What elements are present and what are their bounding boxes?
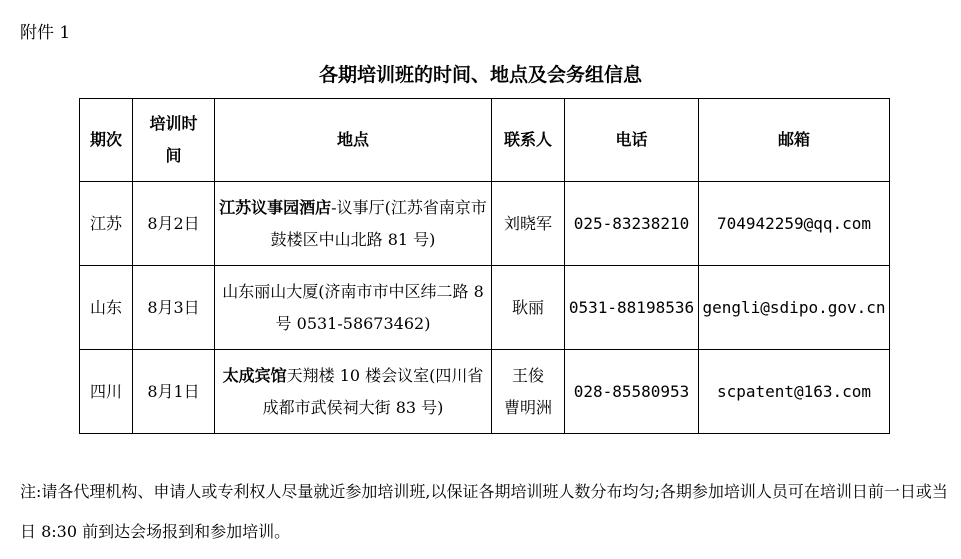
contact-name: 王俊 [511,365,544,385]
cell-email: scpatent@163.com [699,350,890,434]
cell-email: 704942259@qq.com [699,182,890,266]
cell-date: 8月2日 [133,182,215,266]
venue-detail: -议事厅(江苏省南京市鼓楼区中山北路 81 号) [270,197,487,249]
cell-contact [492,350,565,434]
table-row [80,266,890,350]
document-title: 各期培训班的时间、地点及会务组信息 [318,64,642,86]
annex-label: 附件 1 [20,23,71,43]
cell-period: 四川 [80,350,133,434]
cell-contact [492,266,565,350]
cell-email: gengli@sdipo.gov.cn [699,266,890,350]
header-period: 期次 [80,99,133,182]
header-location: 地点 [215,99,492,182]
header-date: 培训时间 [133,99,215,182]
header-contact: 联系人 [492,99,565,182]
cell-period: 山东 [80,266,133,350]
venue-detail: 山东丽山大厦(济南市市中区纬二路 8 号 0531-58673462) [222,281,484,333]
contact-name: 耿丽 [511,297,544,317]
contact-name: 曹明洲 [503,397,552,417]
venue-name: 太成宾馆 [222,365,287,385]
cell-date: 8月3日 [133,266,215,350]
table-row [80,350,890,434]
cell-phone: 0531-88198536 [565,266,699,350]
table-header-row [80,99,890,182]
cell-location [215,266,492,350]
table-row [80,182,890,266]
cell-location [215,182,492,266]
footnote: 注:请各代理机构、申请人或专利权人尽量就近参加培训班,以保证各期培训班人数分布均匀;各期参加培训人员可在培训日前一日或当日 8:30 前到达会场报到和参加培训。 [20,482,948,541]
cell-date: 8月1日 [133,350,215,434]
cell-location [215,350,492,434]
cell-phone: 028-85580953 [565,350,699,434]
header-phone: 电话 [565,99,699,182]
cell-period: 江苏 [80,182,133,266]
training-info-table [79,98,890,434]
cell-contact [492,182,565,266]
cell-phone: 025-83238210 [565,182,699,266]
venue-name: 江苏议事园酒店 [219,197,332,217]
header-email: 邮箱 [699,99,890,182]
contact-name: 刘晓军 [503,213,552,233]
venue-detail: 天翔楼 10 楼会议室(四川省成都市武侯祠大街 83 号) [262,365,484,417]
